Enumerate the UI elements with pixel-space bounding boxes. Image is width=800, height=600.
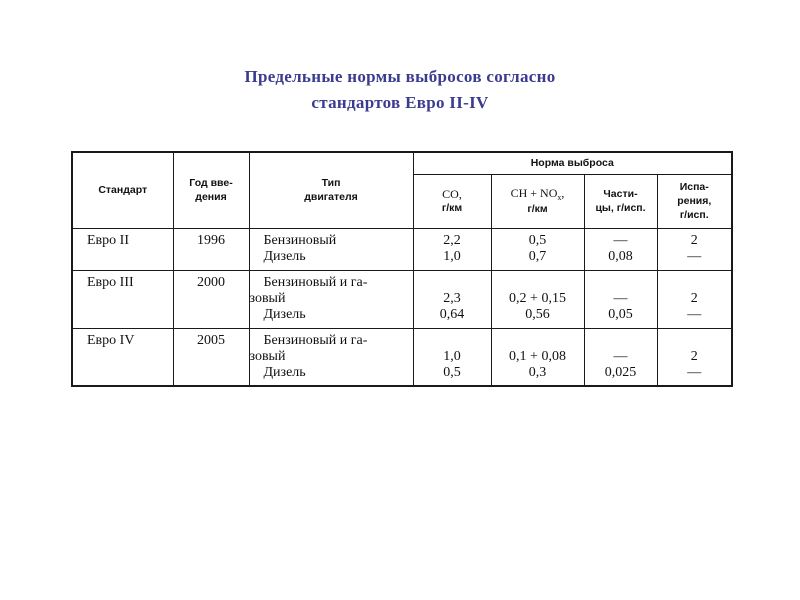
cell-year: 1996 — [173, 228, 249, 270]
evap-value-2: — — [687, 364, 702, 380]
header-co-line-1: CO, — [442, 187, 462, 201]
header-ch-nox-main: CH + NO — [510, 186, 558, 200]
spacer — [492, 275, 584, 291]
particles-value-1: — — [613, 348, 628, 364]
header-engine-line-1: Тип — [321, 177, 341, 190]
cell-standard: Евро IV — [72, 328, 173, 386]
spacer — [414, 333, 491, 349]
co-value-1: 1,0 — [443, 348, 461, 364]
cell-evaporation — [657, 270, 732, 328]
header-evap-line-3: г/исп. — [679, 209, 709, 221]
table-row — [72, 328, 732, 386]
cell-ch-nox — [491, 228, 584, 270]
cell-particles — [584, 270, 657, 328]
cell-evaporation — [657, 228, 732, 270]
ch-nox-value-1: 0,5 — [528, 232, 547, 248]
engine-type-1-continued: зовый — [249, 290, 286, 306]
header-particles-line-2: цы, г/исп. — [595, 202, 646, 214]
particles-value-1: — — [613, 232, 628, 248]
cell-particles — [584, 228, 657, 270]
engine-type-2: Дизель — [263, 364, 306, 380]
header-evaporation — [657, 174, 732, 228]
spacer — [492, 333, 584, 349]
cell-evaporation — [657, 328, 732, 386]
cell-standard: Евро II — [72, 228, 173, 270]
ch-nox-value-2: 0,7 — [528, 248, 547, 264]
header-engine-line-2: двигателя — [304, 191, 358, 204]
header-ch-nox-line-2: г/км — [527, 203, 548, 215]
page-title — [0, 64, 800, 116]
cell-co — [413, 328, 491, 386]
cell-engine-type — [249, 328, 413, 386]
cell-engine-type — [249, 270, 413, 328]
cell-standard: Евро III — [72, 270, 173, 328]
spacer — [658, 275, 732, 291]
ch-nox-value-2: 0,3 — [528, 364, 547, 380]
header-co — [413, 174, 491, 228]
header-ch-nox-comma: , — [561, 186, 565, 200]
header-ch-nox — [491, 174, 584, 228]
spacer — [585, 333, 657, 349]
cell-ch-nox — [491, 270, 584, 328]
header-ch-nox-subscript: x — [557, 193, 562, 202]
header-standard: Стандарт — [72, 152, 173, 228]
cell-particles — [584, 328, 657, 386]
spacer — [585, 275, 657, 291]
particles-value-2: 0,08 — [608, 248, 633, 264]
cell-ch-nox — [491, 328, 584, 386]
spacer — [414, 275, 491, 291]
title-line-2: стандартов Евро II-IV — [311, 93, 489, 112]
header-engine-type — [249, 152, 413, 228]
cell-engine-type — [249, 228, 413, 270]
engine-type-1: Бензиновый — [263, 232, 337, 248]
engine-type-1-continued: зовый — [249, 348, 286, 364]
engine-type-1: Бензиновый и га- — [263, 274, 368, 290]
header-emission-norm: Норма выброса — [413, 152, 732, 174]
title-line-1: Предельные нормы выбросов согласно — [244, 67, 556, 86]
header-particles — [584, 174, 657, 228]
spacer — [658, 333, 732, 349]
ch-nox-value-1: 0,2 + 0,15 — [509, 290, 566, 306]
engine-type-1: Бензиновый и га- — [263, 332, 368, 348]
co-value-2: 0,5 — [443, 364, 461, 380]
particles-value-2: 0,025 — [604, 364, 637, 380]
evap-value-2: — — [687, 248, 702, 264]
evap-value-2: — — [687, 306, 702, 322]
table-row — [72, 228, 732, 270]
particles-value-2: 0,05 — [608, 306, 633, 322]
particles-value-1: — — [613, 290, 628, 306]
header-evap-line-2: рения, — [677, 195, 712, 207]
cell-year: 2000 — [173, 270, 249, 328]
header-evap-line-1: Испа- — [679, 181, 709, 193]
cell-year: 2005 — [173, 328, 249, 386]
evap-value-1: 2 — [690, 290, 698, 306]
evap-value-1: 2 — [690, 232, 698, 248]
ch-nox-value-2: 0,56 — [525, 306, 550, 322]
engine-type-2: Дизель — [263, 248, 306, 264]
evap-value-1: 2 — [690, 348, 698, 364]
co-value-2: 1,0 — [443, 248, 461, 264]
header-year-line-2: дения — [195, 191, 227, 204]
header-ch-nox-line-1 — [492, 186, 584, 202]
header-year — [173, 152, 249, 228]
cell-co — [413, 270, 491, 328]
ch-nox-value-1: 0,1 + 0,08 — [509, 348, 566, 364]
co-value-1: 2,3 — [443, 290, 461, 306]
engine-type-2: Дизель — [263, 306, 306, 322]
co-value-2: 0,64 — [439, 306, 465, 322]
cell-co — [413, 228, 491, 270]
table-row — [72, 270, 732, 328]
header-co-line-2: г/км — [441, 202, 463, 214]
emission-norms-table — [71, 151, 733, 387]
header-year-line-1: Год вве- — [189, 177, 233, 190]
header-particles-line-1: Части- — [603, 188, 638, 200]
emission-norms-table-container — [71, 151, 731, 385]
co-value-1: 2,2 — [443, 232, 461, 248]
